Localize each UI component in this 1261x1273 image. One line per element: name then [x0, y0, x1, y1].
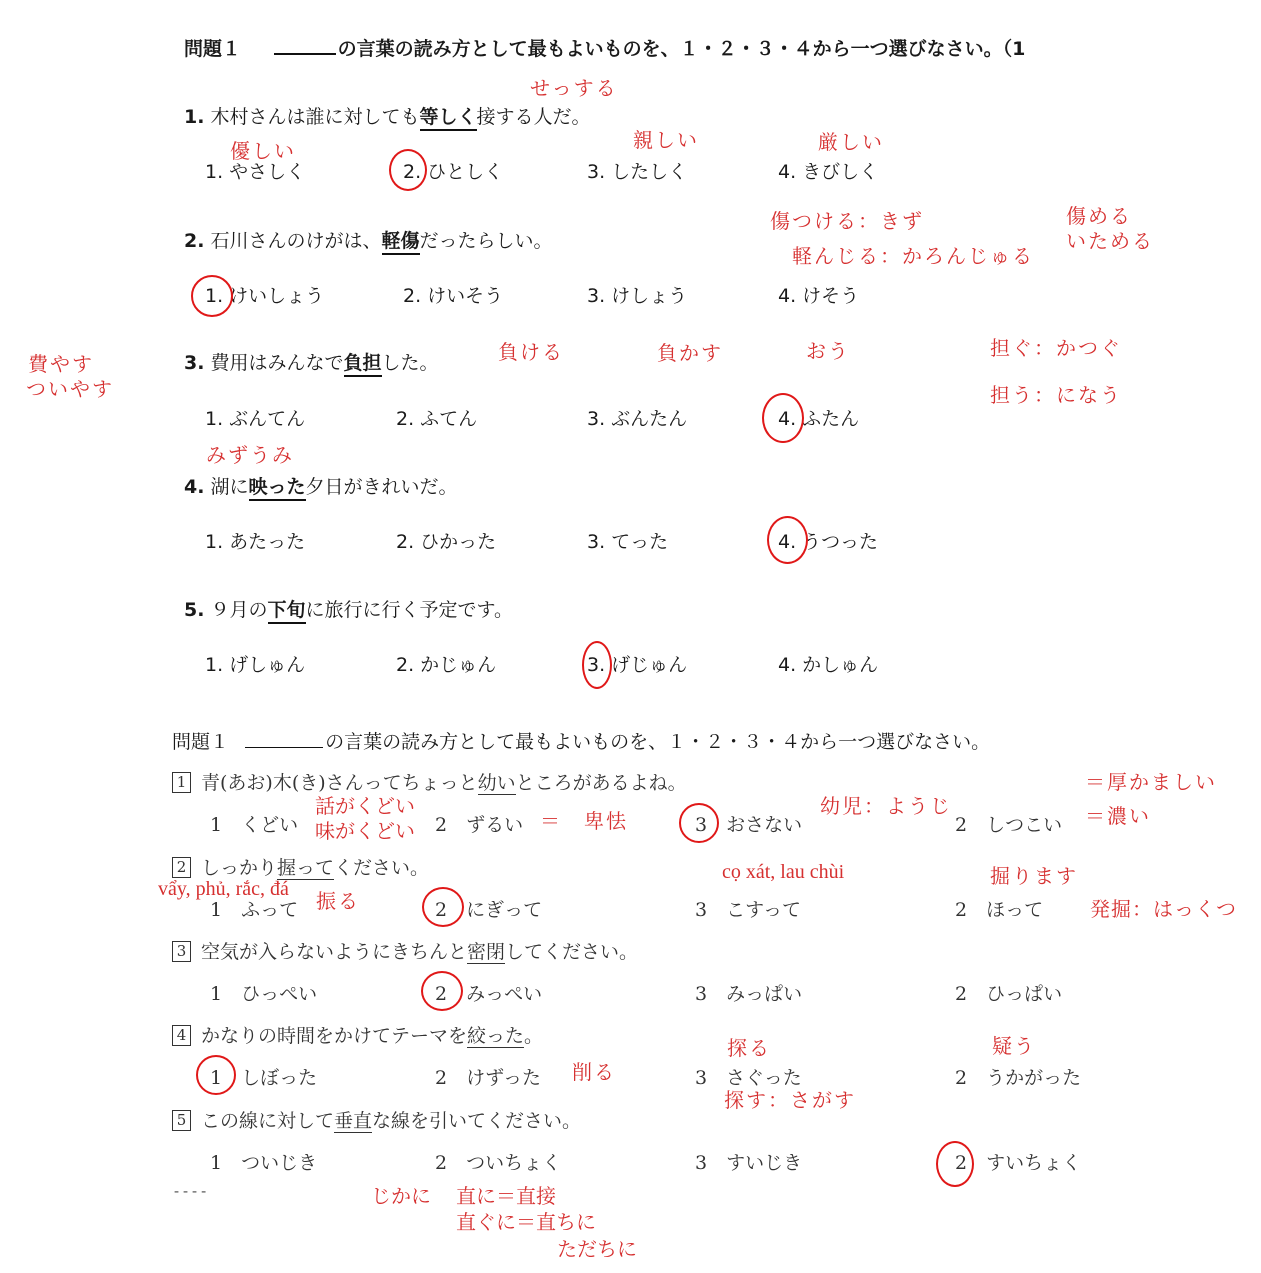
p2-question-1 [172, 768, 687, 795]
annotation: せっする [530, 76, 618, 100]
question-text: 接する人だ。 [476, 106, 591, 128]
question-text: この線に対して [201, 1110, 335, 1132]
option[interactable]: 4. きびしく [778, 161, 879, 183]
annotation: 話がくどい [315, 794, 415, 818]
option[interactable]: 1 ひっぺい [210, 983, 318, 1005]
annotation: おう [806, 339, 850, 363]
answer-circle-mark [196, 1055, 236, 1095]
option[interactable]: 3 こすって [695, 899, 801, 921]
part2-title-tail: の言葉の読み方として最もよいものを、１・２・３・４から一つ選びなさい。 [325, 731, 991, 753]
question-number: 3. [184, 352, 205, 374]
answer-circle-mark [679, 803, 719, 843]
annotation: 振る [316, 889, 360, 913]
question-number: 4. [184, 476, 205, 498]
option[interactable]: 2. ふてん [396, 408, 478, 430]
target-word: 軽傷 [382, 230, 420, 255]
question-number-box: 3 [172, 941, 191, 962]
option[interactable]: 1. あたった [205, 531, 306, 553]
target-word: 絞った [467, 1025, 525, 1047]
question-text: してください。 [505, 941, 639, 963]
blank-line [274, 35, 336, 55]
annotation: じかに [371, 1184, 431, 1208]
annotation: 親しい [633, 128, 699, 152]
annotation: 発掘：はっくつ [1090, 897, 1237, 921]
question-text: に旅行に行く予定です。 [305, 599, 514, 621]
question-number: 1. [184, 106, 205, 128]
p2-question-4 [172, 1021, 543, 1048]
part1-title-head: 問題１ [184, 38, 242, 60]
target-word: 密閉 [467, 941, 506, 963]
option[interactable]: 2 ほって [955, 899, 1044, 921]
p2-question-5 [172, 1106, 581, 1133]
question-text: 夕日がきれいだ。 [305, 476, 458, 498]
answer-circle-mark [582, 641, 612, 689]
answer-circle-mark [762, 393, 804, 443]
option[interactable]: 1 ふって [210, 899, 299, 921]
annotation: 削る [572, 1060, 616, 1084]
option[interactable]: 3 みっぱい [695, 983, 803, 1005]
answer-circle-mark [936, 1141, 974, 1187]
option[interactable]: 1. やさしく [205, 161, 306, 183]
question-number: 2. [184, 230, 205, 252]
option[interactable]: 3 さぐった [695, 1067, 802, 1089]
option[interactable]: 1 しぼった [210, 1067, 318, 1089]
option[interactable]: 2 すいちょく [955, 1152, 1082, 1174]
question-number-box: 4 [172, 1025, 191, 1046]
annotation: ＝厚かましい [1085, 770, 1217, 794]
annotation: 味がくどい [315, 819, 415, 843]
option[interactable]: 1. げしゅん [205, 654, 306, 676]
question-text: だったらしい。 [419, 230, 553, 252]
question-text: ください。 [334, 857, 430, 879]
p1-question-1 [184, 102, 591, 129]
question-number-box: 2 [172, 857, 191, 878]
annotation: 直に＝直接 [456, 1184, 556, 1208]
annotation: 費やす [28, 352, 94, 376]
annotation: 傷つける：きず [770, 209, 924, 233]
answer-circle-mark [421, 971, 463, 1011]
option[interactable]: 3. けしょう [587, 285, 688, 307]
p1-question-3 [184, 348, 439, 375]
annotation: cọ xát, lau chùi [722, 861, 845, 883]
question-text: ９月の [210, 599, 268, 621]
part1-title [184, 34, 1025, 61]
option[interactable]: 2. ひとしく [403, 161, 504, 183]
annotation: 疑う [992, 1034, 1036, 1058]
question-text: 木村さんは誰に対しても [210, 106, 420, 128]
annotation: みずうみ [206, 443, 294, 467]
option[interactable]: 1. けいしょう [205, 285, 325, 307]
question-text: 空気が入らないようにきちんと [201, 941, 468, 963]
part2-title [172, 727, 990, 754]
annotation: 担ぐ：かつぐ [990, 336, 1122, 360]
question-number: 5. [184, 599, 205, 621]
part2-title-head: 問題１ [172, 731, 230, 753]
option[interactable]: 2 ずるい [435, 814, 524, 836]
question-number-box: 5 [172, 1110, 191, 1131]
answer-circle-mark [389, 149, 427, 191]
annotation: 掘ります [990, 864, 1078, 888]
option[interactable]: 2 ひっぱい [955, 983, 1063, 1005]
annotation: 優しい [230, 139, 296, 163]
annotation: 厳しい [818, 130, 884, 154]
annotation: 担う：になう [990, 383, 1122, 407]
option[interactable]: 3. げじゅん [587, 654, 688, 676]
option[interactable]: 4. ふたん [778, 408, 860, 430]
question-text: 。 [524, 1025, 544, 1047]
p2-question-2 [172, 853, 429, 880]
option[interactable]: 4. けそう [778, 285, 860, 307]
annotation: 傷める [1066, 204, 1132, 228]
option[interactable]: 2. ひかった [396, 531, 497, 553]
part1-title-tail: の言葉の読み方として最もよいものを、１・２・３・４から一つ選びなさい。（1 [337, 38, 1026, 60]
p1-question-5 [184, 595, 513, 622]
option[interactable]: 1 ついじき [210, 1152, 318, 1174]
option[interactable]: 3. ぶんたん [587, 408, 688, 430]
p2-question-3 [172, 937, 638, 964]
question-text: 費用はみんなで [210, 352, 344, 374]
p1-question-4 [184, 472, 458, 499]
target-word: 負担 [344, 352, 382, 377]
p1-question-2 [184, 226, 553, 253]
annotation: 直ぐに＝直ちに [456, 1210, 596, 1234]
answer-circle-mark [191, 275, 233, 317]
target-word: 垂直 [334, 1110, 373, 1132]
question-number-box: 1 [172, 772, 191, 793]
option[interactable]: 3. したしく [587, 161, 688, 183]
target-word: 幼い [477, 772, 516, 794]
annotation: ついやす [26, 377, 114, 401]
dashed-separator: ---- [172, 1182, 209, 1200]
annotation: ただちに [557, 1237, 637, 1261]
option[interactable]: 3 すいじき [695, 1152, 803, 1174]
answer-circle-mark [422, 887, 464, 927]
option[interactable]: 2. けいそう [403, 285, 504, 307]
question-text: した。 [381, 352, 439, 374]
annotation: いためる [1066, 229, 1154, 253]
option[interactable]: 4. うつった [778, 531, 878, 553]
option[interactable]: 2. かじゅん [396, 654, 497, 676]
option[interactable]: 2 にぎって [435, 899, 543, 921]
answer-circle-mark [767, 516, 808, 564]
question-text: な線を引いてください。 [372, 1110, 582, 1132]
option[interactable]: 1. ぶんてん [205, 408, 306, 430]
option[interactable]: 2 ついちょく [435, 1152, 562, 1174]
option[interactable]: 3 おさない [695, 814, 803, 836]
annotation: 幼児：ようじ [820, 794, 952, 818]
option[interactable]: 2 うかがった [955, 1067, 1082, 1089]
annotation: ＝ 卑怯 [540, 809, 628, 833]
target-word: 映った [249, 476, 306, 501]
annotation: 探る [727, 1036, 771, 1060]
target-word: 握って [277, 857, 335, 879]
question-text: ところがあるよね。 [515, 772, 687, 794]
question-text: かなりの時間をかけてテーマを [201, 1025, 468, 1047]
option[interactable]: 2 けずった [435, 1067, 541, 1089]
annotation: vẩy, phủ, rắc, đá [158, 878, 289, 900]
option[interactable]: 3. てった [587, 531, 669, 553]
target-word: 下旬 [268, 599, 306, 624]
annotation: 負ける [498, 340, 564, 364]
annotation: ＝濃い [1085, 804, 1151, 828]
option[interactable]: 2 しつこい [955, 814, 1063, 836]
annotation: 軽んじる：かろんじゅる [792, 244, 1034, 268]
option[interactable]: 2 みっぺい [435, 983, 543, 1005]
blank-line [245, 729, 323, 748]
question-text: 湖に [210, 476, 249, 498]
option[interactable]: 1 くどい [210, 814, 299, 836]
question-text: 青(あお)木(き)さんってちょっと [201, 772, 478, 794]
question-text: 石川さんのけがは、 [210, 230, 382, 252]
annotation: 探す：さがす [724, 1088, 856, 1112]
target-word: 等しく [420, 106, 477, 131]
option[interactable]: 4. かしゅん [778, 654, 879, 676]
question-text: しっかり [201, 857, 278, 879]
annotation: 負かす [657, 341, 723, 365]
